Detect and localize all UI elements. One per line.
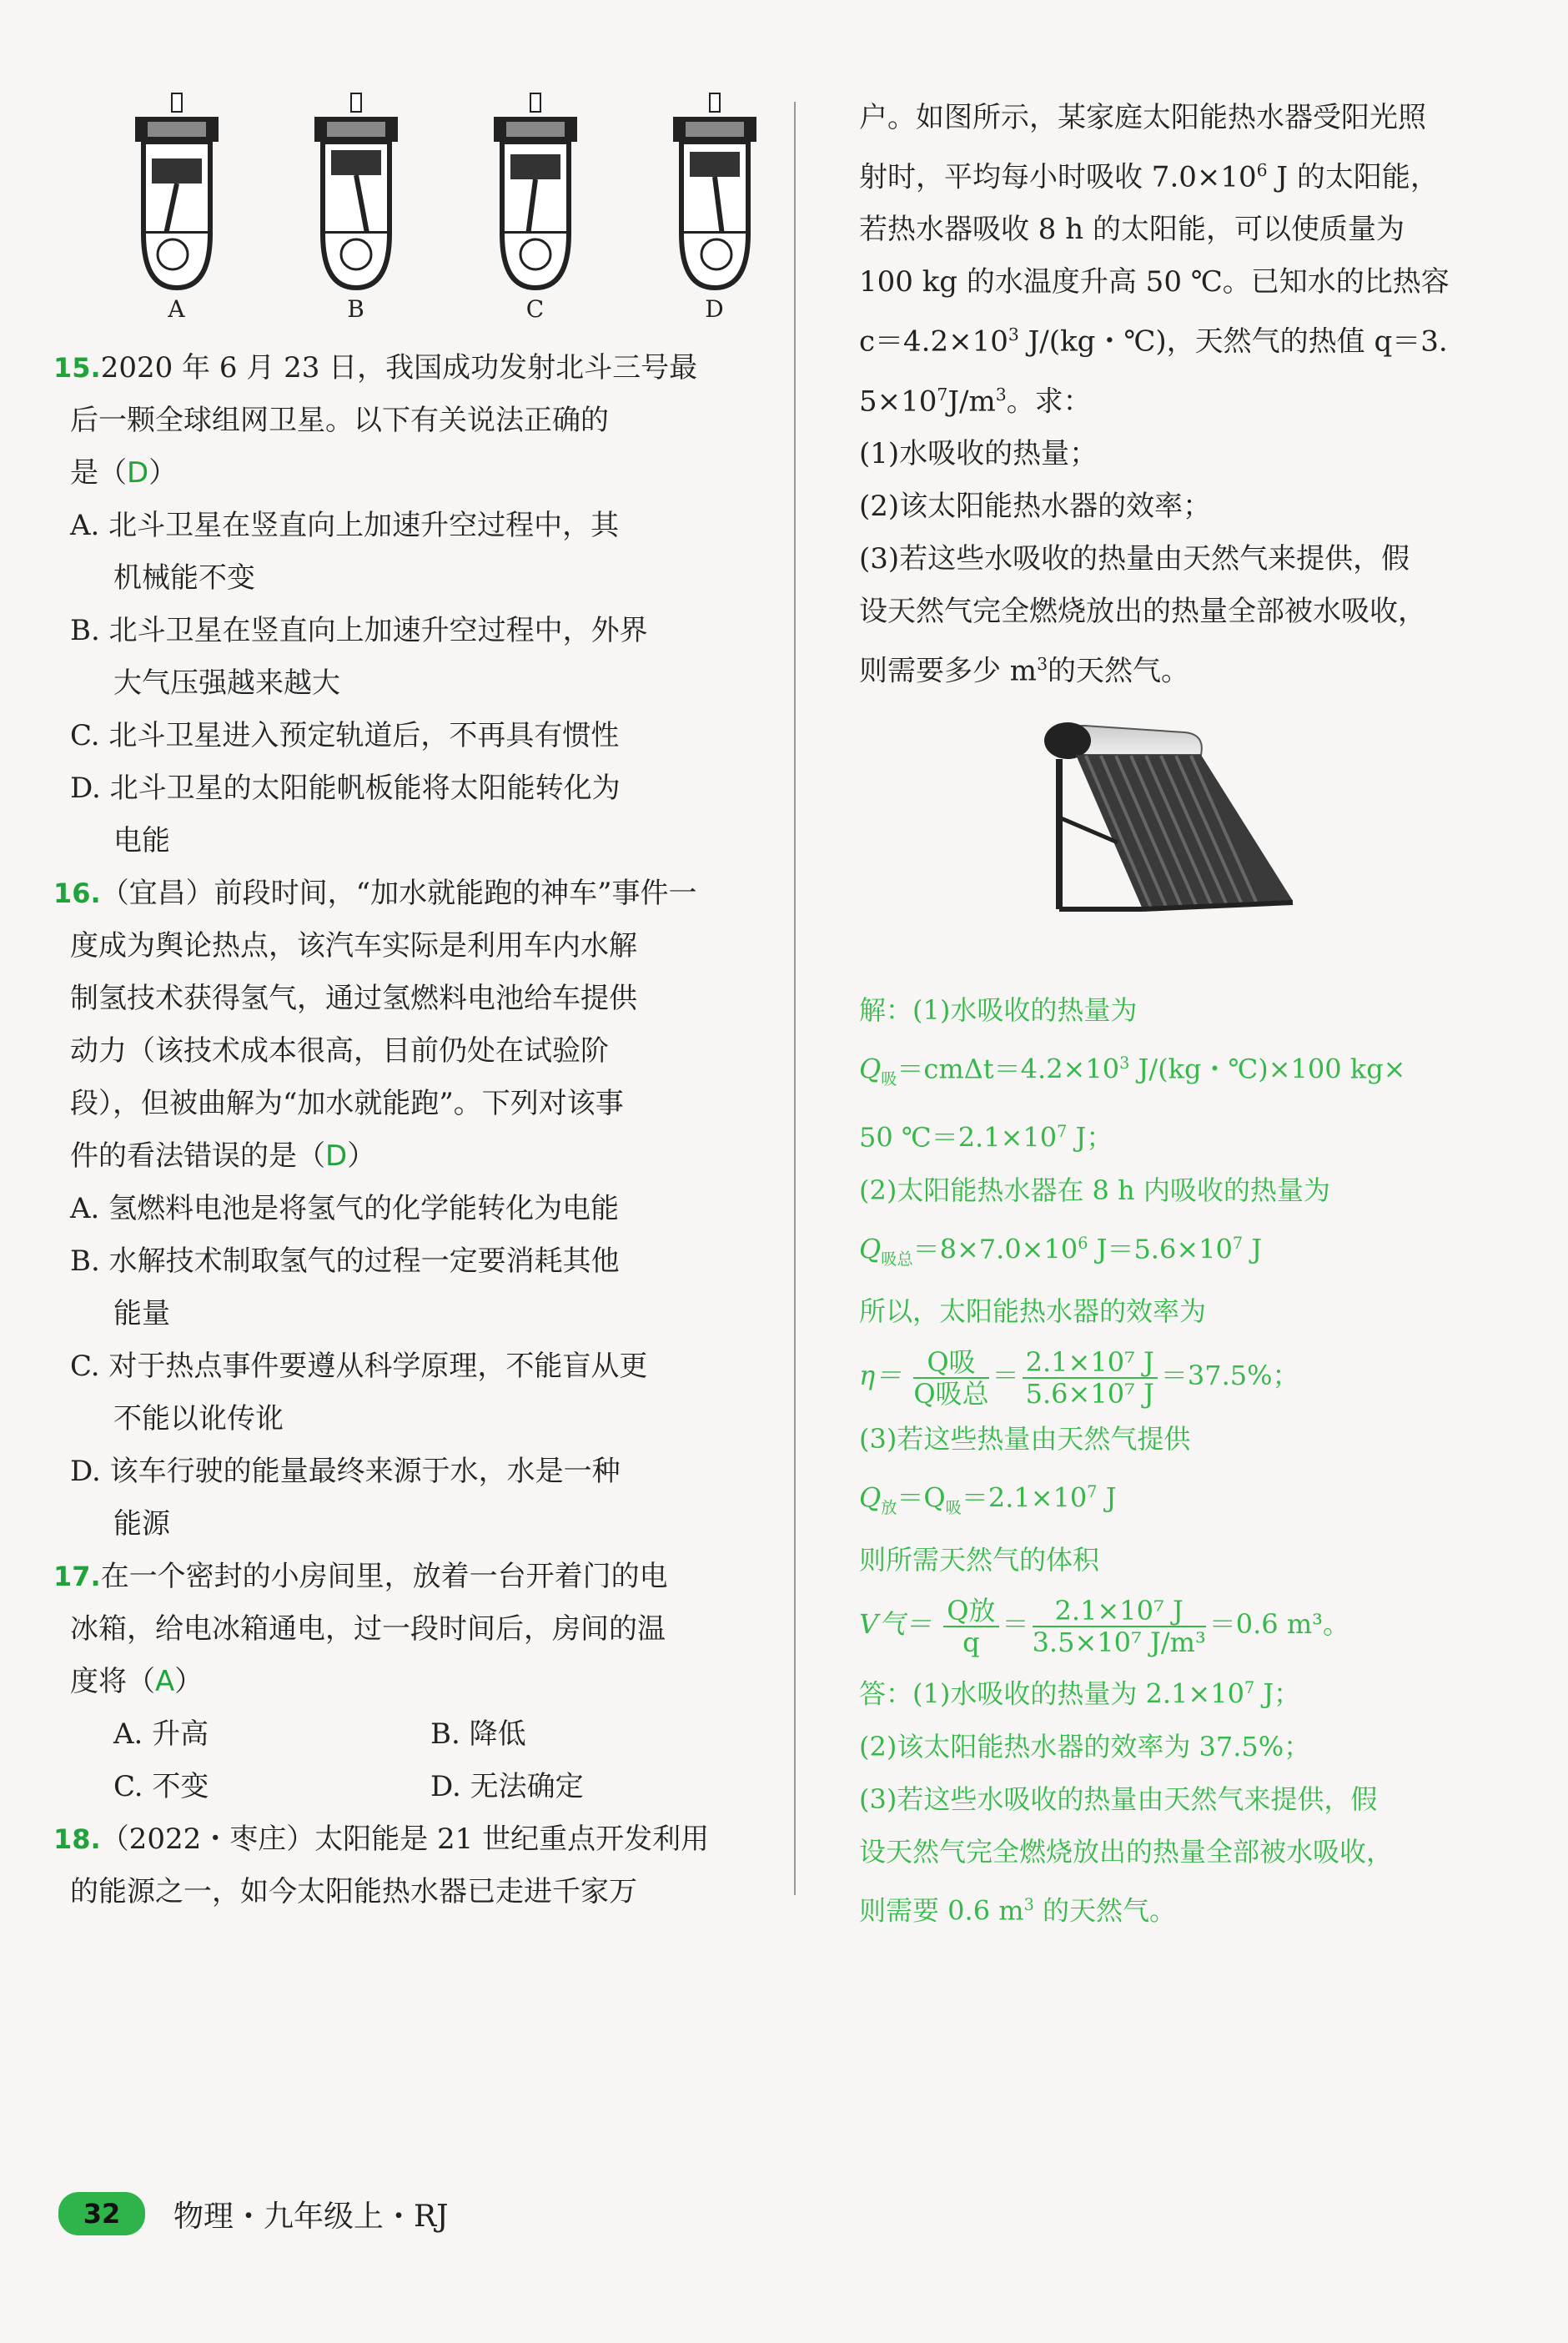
page-footer xyxy=(58,2192,449,2235)
volume-formula xyxy=(859,1586,1526,1662)
engine-diagram-a xyxy=(114,92,239,342)
question-18-start xyxy=(53,1813,779,1918)
engine-stroke-figure xyxy=(87,92,804,342)
engine-illustration xyxy=(127,92,227,292)
solution-text: ＝ xyxy=(1002,1608,1029,1641)
solution-text: J＝5.6×10 xyxy=(1088,1233,1233,1265)
solution-line: (2)该太阳能热水器的效率为 37.5%； xyxy=(859,1730,1311,1762)
question-number: 15. xyxy=(53,352,101,384)
question-text: c＝4.2×10 xyxy=(859,324,1008,359)
fraction xyxy=(1033,1596,1206,1657)
superscript: 7 xyxy=(1244,1678,1255,1698)
question-text: 射时，平均每小时吸收 7.0×10 xyxy=(859,160,1257,194)
solution-text: 答：(1)水吸收的热量为 2.1×10 xyxy=(859,1677,1244,1710)
answer-mark: D xyxy=(325,1139,348,1173)
denominator: 3.5×10⁷ J/m³ xyxy=(1032,1626,1206,1658)
superscript: 3 xyxy=(1023,1894,1034,1914)
question-number: 16. xyxy=(53,877,101,909)
option-b-cont: 能量 xyxy=(113,1297,170,1330)
page-number-badge: 32 xyxy=(58,2192,145,2235)
superscript: 7 xyxy=(1087,1482,1098,1502)
option-a-cont: 机械能不变 xyxy=(113,561,255,595)
question-text: 件的看法错误的是（ xyxy=(70,1139,325,1173)
subscript: 吸 xyxy=(945,1498,962,1518)
solution-text: ＝Q xyxy=(897,1481,946,1514)
option-c-cont: 不能以讹传讹 xyxy=(113,1402,284,1435)
question-text: 。求： xyxy=(1006,384,1092,418)
question-16 xyxy=(53,867,779,1551)
answer-mark: A xyxy=(155,1665,175,1698)
question-text: 段），但被曲解为“加水就能跑”。下列对该事 xyxy=(70,1087,624,1120)
solution-block xyxy=(859,984,1526,1937)
column-divider xyxy=(794,102,796,1895)
question-number: 17. xyxy=(53,1561,101,1592)
question-text: ） xyxy=(174,1665,204,1698)
denominator: q xyxy=(962,1626,980,1658)
solution-text: J xyxy=(1243,1233,1263,1265)
subscript: 放 xyxy=(881,1498,897,1518)
sub-question-2: (2)该太阳能热水器的效率； xyxy=(859,489,1212,523)
denominator: 5.6×10⁷ J xyxy=(1025,1377,1154,1410)
sub-question-3: (3)若这些水吸收的热量由天然气来提供，假 xyxy=(859,541,1410,576)
question-text: 若热水器吸收 8 h 的太阳能，可以使质量为 xyxy=(859,213,1405,247)
solution-text: ＝0.6 m³。 xyxy=(1209,1608,1350,1641)
question-text: 度成为舆论热点，该汽车实际是利用车内水解 xyxy=(70,929,637,963)
numerator: 2.1×10⁷ J xyxy=(1023,1347,1158,1379)
option-b: B. 降低 xyxy=(430,1717,526,1751)
superscript: 3 xyxy=(1037,653,1048,674)
fraction xyxy=(913,1347,988,1409)
question-17 xyxy=(53,1551,779,1813)
question-text: 则需要多少 m xyxy=(859,654,1038,688)
solution-text: Q xyxy=(859,1233,882,1265)
option-d-cont: 电能 xyxy=(113,824,170,857)
denominator: Q吸总 xyxy=(913,1377,989,1410)
solution-line: 所以，太阳能热水器的效率为 xyxy=(859,1295,1207,1328)
engine-diagram-d xyxy=(652,92,777,342)
option-b-cont: 大气压强越来越大 xyxy=(113,666,340,700)
question-text: （2022・枣庄）太阳能是 21 世纪重点开发利用 xyxy=(100,1823,710,1856)
engine-label: A xyxy=(168,295,185,323)
engine-illustration xyxy=(306,92,406,292)
question-text: 度将（ xyxy=(70,1665,155,1698)
solution-text: ＝cmΔt＝4.2×10 xyxy=(897,1053,1120,1085)
engine-diagram-b xyxy=(294,92,419,342)
superscript: 7 xyxy=(1232,1234,1244,1254)
superscript: 3 xyxy=(1008,324,1019,345)
numerator: Q放 xyxy=(943,1596,998,1627)
efficiency-formula xyxy=(859,1338,1526,1413)
superscript: 6 xyxy=(1256,160,1268,180)
question-text: 设天然气完全燃烧放出的热量全部被水吸收， xyxy=(859,594,1426,628)
question-text: ） xyxy=(347,1139,376,1173)
question-text: 动力（该技术成本很高，目前仍处在试验阶 xyxy=(70,1034,609,1068)
subscript: 吸 xyxy=(881,1069,897,1089)
answer-mark: D xyxy=(127,456,149,490)
question-text: 在一个密封的小房间里，放着一台开着门的电 xyxy=(100,1560,668,1593)
left-column xyxy=(53,92,779,1918)
question-text: 的天然气。 xyxy=(1048,654,1190,688)
solar-water-heater-image xyxy=(1018,717,1368,968)
option-d: D. 北斗卫星的太阳能帆板能将太阳能转化为 xyxy=(70,772,621,805)
question-text: ） xyxy=(148,456,178,490)
question-text: 100 kg 的水温度升高 50 ℃。已知水的比热容 xyxy=(859,265,1450,299)
numerator: Q吸 xyxy=(913,1347,988,1379)
solution-text: J； xyxy=(1067,1122,1113,1154)
solution-text: ＝2.1×10 xyxy=(961,1481,1088,1514)
option-a: A. 北斗卫星在竖直向上加速升空过程中，其 xyxy=(70,509,620,542)
solution-text: V气＝ xyxy=(859,1608,932,1641)
engine-diagram-c xyxy=(473,92,598,342)
subscript: 吸总 xyxy=(881,1249,913,1270)
solution-line: (2)太阳能热水器在 8 h 内吸收的热量为 xyxy=(859,1174,1330,1207)
question-text: （宜昌）前段时间，“加水就能跑的神车”事件一 xyxy=(100,877,697,910)
option-c: C. 不变 xyxy=(113,1770,209,1803)
question-text: J 的太阳能， xyxy=(1267,160,1439,194)
superscript: 7 xyxy=(1057,1122,1068,1142)
solution-line: (3)若这些热量由天然气提供 xyxy=(859,1423,1191,1456)
solution-line: 则所需天然气的体积 xyxy=(859,1544,1100,1576)
question-text: 冰箱，给电冰箱通电，过一段时间后，房间的温 xyxy=(70,1612,666,1646)
option-c: C. 对于热点事件要遵从科学原理，不能盲从更 xyxy=(70,1350,648,1383)
option-b: B. 水解技术制取氢气的过程一定要消耗其他 xyxy=(70,1244,620,1278)
solution-text: 则需要 0.6 m xyxy=(859,1894,1024,1927)
engine-label: C xyxy=(525,295,545,323)
right-column xyxy=(859,92,1526,1937)
fraction xyxy=(943,1596,998,1657)
solution-text: 的天然气。 xyxy=(1033,1894,1176,1927)
engine-illustration xyxy=(485,92,585,292)
solution-text: J xyxy=(1097,1481,1117,1514)
option-a: A. 氢燃料电池是将氢气的化学能转化为电能 xyxy=(70,1192,620,1225)
option-c: C. 北斗卫星进入预定轨道后，不再具有惯性 xyxy=(70,719,620,752)
question-text: 是（ xyxy=(70,456,127,490)
question-text: J/(kg・℃)，天然气的热值 q＝3. xyxy=(1018,324,1448,359)
solution-text: η＝ xyxy=(859,1360,902,1392)
question-15 xyxy=(53,342,779,867)
book-title: 物理・九年级上・RJ xyxy=(173,2199,449,2234)
engine-illustration xyxy=(665,92,765,292)
question-text: 的能源之一，如今太阳能热水器已走进千家万 xyxy=(70,1875,637,1908)
superscript: 7 xyxy=(937,384,948,405)
question-text: 户。如图所示，某家庭太阳能热水器受阳光照 xyxy=(859,101,1426,134)
solution-line: 设天然气完全燃烧放出的热量全部被水吸收， xyxy=(859,1835,1394,1868)
superscript: 6 xyxy=(1078,1234,1088,1254)
engine-label: D xyxy=(705,295,724,323)
solution-text: ＝37.5%； xyxy=(1160,1360,1299,1392)
question-text: 2020 年 6 月 23 日，我国成功发射北斗三号最 xyxy=(100,351,698,385)
question-text: J/m xyxy=(947,384,996,418)
solution-text: Q xyxy=(859,1481,882,1514)
option-d: D. 该车行驶的能量最终来源于水，水是一种 xyxy=(70,1455,621,1488)
engine-label: B xyxy=(347,295,364,323)
question-text: 5×10 xyxy=(859,384,937,418)
solution-text: ＝ xyxy=(992,1360,1019,1392)
solution-text: J； xyxy=(1254,1677,1301,1710)
solution-text: 50 ℃＝2.1×10 xyxy=(859,1122,1058,1154)
option-b: B. 北斗卫星在竖直向上加速升空过程中，外界 xyxy=(70,614,648,647)
question-text: 制氢技术获得氢气，通过氢燃料电池给车提供 xyxy=(70,982,637,1015)
solution-line: (3)若这些水吸收的热量由天然气来提供，假 xyxy=(859,1782,1378,1815)
question-text: 后一颗全球组网卫星。以下有关说法正确的 xyxy=(70,404,609,437)
superscript: 3 xyxy=(1119,1053,1130,1073)
sub-question-1: (1)水吸收的热量； xyxy=(859,436,1098,470)
solution-text: ＝8×7.0×10 xyxy=(912,1233,1078,1265)
solution-line: 解：(1)水吸收的热量为 xyxy=(859,994,1138,1027)
solution-text: Q xyxy=(859,1053,882,1085)
question-number: 18. xyxy=(53,1823,101,1855)
numerator: 2.1×10⁷ J xyxy=(1033,1596,1206,1627)
solution-text: J/(kg・℃)×100 kg× xyxy=(1129,1053,1406,1085)
option-d-cont: 能源 xyxy=(113,1507,170,1541)
superscript: 3 xyxy=(995,384,1007,405)
option-a: A. 升高 xyxy=(113,1717,209,1751)
fraction xyxy=(1023,1347,1158,1409)
option-d: D. 无法确定 xyxy=(430,1770,584,1803)
